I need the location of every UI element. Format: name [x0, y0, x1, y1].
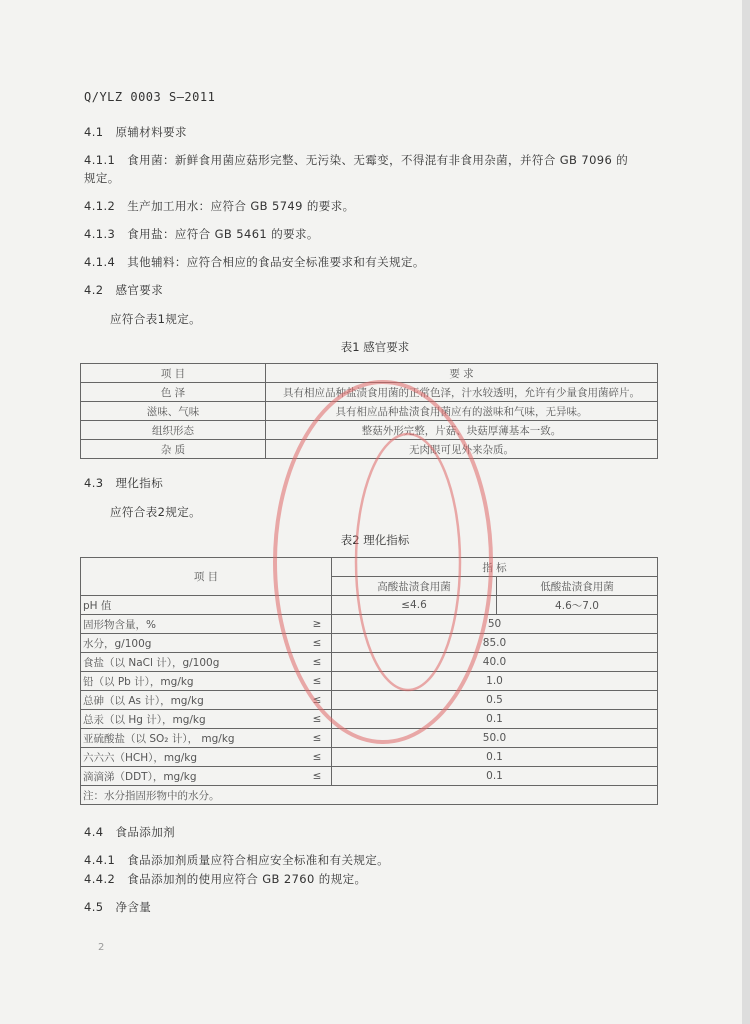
row-item: 亚硫酸盐（以 SO₂ 计）， mg/kg: [81, 729, 304, 748]
table-row: [81, 634, 658, 653]
table-note: 注：水分指固形物中的水分。: [81, 786, 658, 805]
clause-4-4-1: [84, 852, 389, 868]
table-row: [81, 748, 658, 767]
row-symbol: ≤: [303, 710, 332, 729]
clause-text: 食品添加剂质量应符合相应安全标准和有关规定。: [127, 853, 390, 867]
section-title: 理化指标: [115, 476, 164, 490]
table-note-row: [81, 786, 658, 805]
row-symbol: ≤: [303, 767, 332, 786]
row-requirement: 无肉眼可见外来杂质。: [266, 440, 658, 459]
row-symbol: ≥: [303, 615, 332, 634]
clause-4-1-4: [84, 254, 425, 270]
row-value: 0.1: [332, 767, 658, 786]
row-value: 1.0: [332, 672, 658, 691]
table-row: [81, 421, 658, 440]
row-item: 总汞（以 Hg 计），mg/kg: [81, 710, 304, 729]
row-requirement: 具有相应品种盐渍食用菌应有的滋味和气味，无异味。: [266, 402, 658, 421]
row-item: 固形物含量，%: [81, 615, 304, 634]
clause-number: 4.1.1: [84, 153, 116, 167]
table-row: [81, 767, 658, 786]
clause-text: 食用盐：应符合 GB 5461 的要求。: [127, 227, 319, 241]
table-row: [81, 710, 658, 729]
scan-edge: [742, 0, 750, 1024]
section-number: 4.5: [84, 900, 104, 914]
table-row: [81, 440, 658, 459]
row-symbol: ≤: [303, 672, 332, 691]
table-header-row: [81, 364, 658, 383]
header-index: 指 标: [332, 558, 658, 577]
table2-reference: 应符合表2规定。: [110, 505, 202, 519]
row-item: 水分，g/100g: [81, 634, 304, 653]
table2-caption: 表2 理化指标: [340, 533, 410, 547]
row-item: 滴滴涕（DDT），mg/kg: [81, 767, 304, 786]
clause-number: 4.4.1: [84, 853, 116, 867]
clause-4-1-2: [84, 198, 355, 214]
row-value-low: 4.6～7.0: [497, 596, 658, 615]
clause-4-1-3: [84, 226, 319, 242]
row-requirement: 具有相应品种盐渍食用菌的正常色泽，汁水较透明，允许有少量食用菌碎片。: [266, 383, 658, 402]
row-symbol: ≤: [303, 691, 332, 710]
section-number: 4.3: [84, 476, 104, 490]
row-item: 食盐（以 NaCl 计），g/100g: [81, 653, 304, 672]
table-row: [81, 691, 658, 710]
sensory-table: [80, 363, 658, 459]
section-4-1-heading: [84, 124, 187, 140]
table-row: [81, 615, 658, 634]
section-number: 4.4: [84, 825, 104, 839]
row-item: 滋味、气味: [81, 402, 266, 421]
row-item: 六六六（HCH），mg/kg: [81, 748, 304, 767]
row-value-high: ≤4.6: [332, 596, 497, 615]
clause-4-1-1: [84, 152, 628, 168]
section-number: 4.2: [84, 283, 104, 297]
clause-text: 食品添加剂的使用应符合 GB 2760 的规定。: [127, 872, 367, 886]
row-value: 0.1: [332, 710, 658, 729]
section-4-3-heading: [84, 475, 163, 491]
row-value: 85.0: [332, 634, 658, 653]
section-title: 食品添加剂: [115, 825, 175, 839]
row-item: 色 泽: [81, 383, 266, 402]
row-item: 组织形态: [81, 421, 266, 440]
header-requirement: 要 求: [266, 364, 658, 383]
row-value: 50: [332, 615, 658, 634]
section-4-2-heading: [84, 282, 163, 298]
standard-number: Q/YLZ 0003 S—2011: [84, 90, 216, 104]
section-4-4-heading: [84, 824, 175, 840]
row-value: 50.0: [332, 729, 658, 748]
section-number: 4.1: [84, 125, 104, 139]
row-symbol: ≤: [303, 653, 332, 672]
table-row-ph: [81, 596, 658, 615]
row-requirement: 整菇外形完整，片菇、块菇厚薄基本一致。: [266, 421, 658, 440]
table1-reference: 应符合表1规定。: [110, 312, 202, 326]
row-value: 40.0: [332, 653, 658, 672]
row-symbol: ≤: [303, 729, 332, 748]
clause-4-1-1-cont: 规定。: [84, 171, 120, 185]
row-item: pH 值: [81, 596, 332, 615]
clause-text: 其他辅料：应符合相应的食品安全标准要求和有关规定。: [127, 255, 425, 269]
section-4-5-heading: [84, 899, 151, 915]
row-value: 0.1: [332, 748, 658, 767]
row-symbol: ≤: [303, 748, 332, 767]
page-number: 2: [98, 942, 105, 953]
clause-4-4-2: [84, 871, 366, 887]
clause-number: 4.1.2: [84, 199, 116, 213]
row-item: 总砷（以 As 计），mg/kg: [81, 691, 304, 710]
section-title: 感官要求: [115, 283, 164, 297]
clause-number: 4.1.4: [84, 255, 116, 269]
table-row: [81, 672, 658, 691]
row-item: 铅（以 Pb 计），mg/kg: [81, 672, 304, 691]
clause-number: 4.1.3: [84, 227, 116, 241]
section-title: 净含量: [115, 900, 152, 914]
header-high-acid: 高酸盐渍食用菌: [332, 577, 497, 596]
table-row: [81, 729, 658, 748]
section-title: 原辅材料要求: [115, 125, 187, 139]
header-item: 项 目: [81, 558, 332, 596]
row-value: 0.5: [332, 691, 658, 710]
row-item: 杂 质: [81, 440, 266, 459]
table-row: [81, 653, 658, 672]
clause-text: 食用菌：新鲜食用菌应菇形完整、无污染、无霉变，不得混有非食用杂菌，并符合 GB 7096 的: [127, 153, 629, 167]
table-row: [81, 383, 658, 402]
table-row: [81, 402, 658, 421]
clause-number: 4.4.2: [84, 872, 116, 886]
row-symbol: ≤: [303, 634, 332, 653]
clause-text: 生产加工用水：应符合 GB 5749 的要求。: [127, 199, 355, 213]
header-low-acid: 低酸盐渍食用菌: [497, 577, 658, 596]
header-item: 项 目: [81, 364, 266, 383]
physicochemical-table: [80, 557, 658, 805]
table-header-row: [81, 558, 658, 577]
table1-caption: 表1 感官要求: [340, 340, 410, 354]
